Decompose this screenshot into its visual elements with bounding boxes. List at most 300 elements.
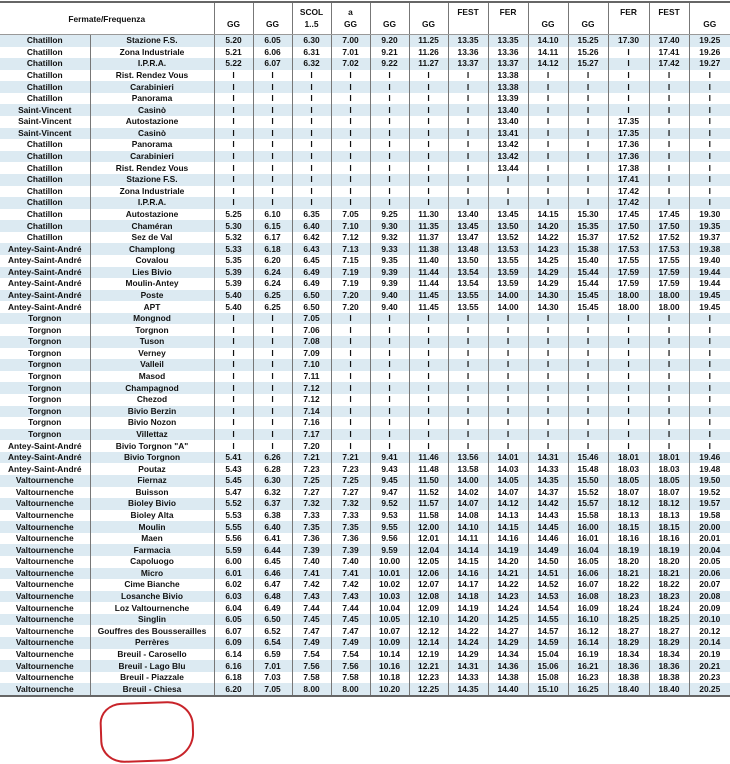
time-cell: I [649, 313, 689, 325]
time-cell: I [689, 440, 730, 452]
time-cell: I [253, 359, 292, 371]
time-cell: 20.10 [689, 614, 730, 626]
time-cell: I [608, 417, 649, 429]
time-cell: I [448, 406, 488, 418]
time-cell: 15.44 [568, 278, 608, 290]
table-row [0, 429, 730, 441]
time-cell: 12.05 [409, 556, 448, 568]
time-cell: 6.26 [253, 452, 292, 464]
time-cell: 14.16 [448, 568, 488, 580]
time-cell: I [649, 336, 689, 348]
time-cell: 7.02 [331, 58, 370, 70]
time-cell: 17.42 [608, 186, 649, 198]
time-cell: 11.46 [409, 452, 448, 464]
stop-cell: Gouffres des Bousserailles [90, 625, 214, 637]
time-cell: I [608, 394, 649, 406]
time-cell: I [214, 186, 253, 198]
time-cell: 7.49 [292, 637, 331, 649]
time-cell: 11.35 [409, 220, 448, 232]
time-cell: 15.30 [568, 209, 608, 221]
town-cell: Torgnon [0, 417, 90, 429]
time-cell: 17.36 [608, 151, 649, 163]
time-cell: I [689, 174, 730, 186]
time-cell: I [370, 186, 409, 198]
time-cell: 7.00 [331, 35, 370, 47]
time-cell: I [331, 186, 370, 198]
time-cell: I [214, 417, 253, 429]
time-cell: 7.12 [292, 394, 331, 406]
time-cell: 18.21 [649, 568, 689, 580]
time-cell: 17.41 [608, 174, 649, 186]
time-cell: 7.56 [331, 660, 370, 672]
time-cell: 13.40 [488, 104, 528, 116]
table-row [0, 591, 730, 603]
time-cell: 13.41 [488, 128, 528, 140]
time-cell: I [253, 162, 292, 174]
time-cell: I [448, 162, 488, 174]
time-cell: 13.42 [488, 151, 528, 163]
time-cell: 14.00 [448, 475, 488, 487]
town-cell: Valtournenche [0, 556, 90, 568]
time-cell: I [292, 139, 331, 151]
time-cell: 6.49 [292, 267, 331, 279]
time-cell: 15.38 [568, 243, 608, 255]
table-row [0, 324, 730, 336]
time-cell: 12.25 [409, 683, 448, 696]
time-cell: I [649, 324, 689, 336]
time-cell: 7.41 [292, 568, 331, 580]
time-cell: I [608, 47, 649, 59]
stop-cell: Poutaz [90, 463, 214, 475]
table-row [0, 440, 730, 452]
time-cell: 17.42 [649, 58, 689, 70]
time-cell: 6.50 [253, 614, 292, 626]
time-cell: 8.00 [331, 683, 370, 696]
time-cell: I [214, 348, 253, 360]
time-cell: 7.21 [331, 452, 370, 464]
time-cell: 15.25 [568, 35, 608, 47]
time-cell: I [370, 429, 409, 441]
time-cell: I [253, 139, 292, 151]
time-cell: 14.51 [528, 568, 568, 580]
time-cell: 19.46 [689, 452, 730, 464]
time-cell: 14.35 [528, 475, 568, 487]
time-cell: I [608, 440, 649, 452]
time-cell: 7.17 [292, 429, 331, 441]
time-cell: 17.55 [608, 255, 649, 267]
time-cell: 6.50 [292, 301, 331, 313]
time-cell: 7.09 [292, 348, 331, 360]
time-cell: 16.21 [568, 660, 608, 672]
time-cell: I [331, 104, 370, 116]
town-cell: Chatillon [0, 209, 90, 221]
time-cell: 6.24 [253, 278, 292, 290]
time-cell: 14.11 [448, 533, 488, 545]
time-cell: I [253, 128, 292, 140]
time-cell: 12.00 [409, 521, 448, 533]
time-cell: 9.45 [370, 475, 409, 487]
table-row [0, 186, 730, 198]
time-cell: 14.15 [528, 209, 568, 221]
time-cell: 18.12 [649, 498, 689, 510]
stop-cell: APT [90, 301, 214, 313]
time-cell: 17.45 [649, 209, 689, 221]
time-cell: 13.40 [488, 116, 528, 128]
time-cell: I [689, 313, 730, 325]
time-cell: I [488, 197, 528, 209]
time-cell: I [409, 382, 448, 394]
table-row [0, 602, 730, 614]
time-cell: 7.33 [292, 510, 331, 522]
time-cell: I [488, 429, 528, 441]
column-header-frequency: GG [703, 19, 717, 29]
time-cell: 11.30 [409, 209, 448, 221]
town-cell: Torgnon [0, 324, 90, 336]
time-cell: 14.29 [528, 267, 568, 279]
column-header-frequency: GG [541, 19, 555, 29]
time-cell: 13.38 [488, 81, 528, 93]
time-cell: 9.30 [370, 220, 409, 232]
time-cell: 11.44 [409, 278, 448, 290]
time-cell: I [448, 336, 488, 348]
table-row [0, 510, 730, 522]
time-cell: 19.30 [689, 209, 730, 221]
time-cell: 18.13 [608, 510, 649, 522]
time-cell: 11.58 [409, 510, 448, 522]
time-cell: I [689, 162, 730, 174]
time-cell: I [689, 186, 730, 198]
time-cell: 7.06 [292, 324, 331, 336]
time-cell: 12.19 [409, 649, 448, 661]
time-cell: 18.07 [649, 487, 689, 499]
time-cell: I [568, 382, 608, 394]
time-cell: 6.17 [253, 232, 292, 244]
time-cell: I [568, 429, 608, 441]
time-cell: 17.30 [608, 35, 649, 47]
time-cell: 6.52 [253, 625, 292, 637]
time-cell: 12.08 [409, 591, 448, 603]
column-header-service: FER [620, 7, 637, 17]
time-cell: 17.55 [649, 255, 689, 267]
time-cell: 15.10 [528, 683, 568, 696]
time-cell: I [649, 186, 689, 198]
time-cell: 7.58 [292, 672, 331, 684]
time-cell: 14.07 [488, 487, 528, 499]
town-cell: Valtournenche [0, 521, 90, 533]
time-cell: I [689, 197, 730, 209]
time-cell: 15.08 [528, 672, 568, 684]
timetable-header [0, 2, 730, 35]
town-cell: Chatillon [0, 47, 90, 59]
time-cell: I [214, 394, 253, 406]
time-cell: I [370, 324, 409, 336]
time-cell: I [488, 359, 528, 371]
town-cell: Valtournenche [0, 660, 90, 672]
time-cell: I [448, 139, 488, 151]
time-cell: 7.58 [331, 672, 370, 684]
column-header-service [530, 6, 567, 18]
time-cell: 7.44 [331, 602, 370, 614]
table-row [0, 81, 730, 93]
time-cell: I [331, 81, 370, 93]
time-cell: 19.37 [689, 232, 730, 244]
time-cell: 12.21 [409, 660, 448, 672]
time-cell: I [568, 197, 608, 209]
time-cell: I [488, 371, 528, 383]
time-cell: I [370, 382, 409, 394]
time-cell: 7.20 [331, 290, 370, 302]
time-cell: I [608, 58, 649, 70]
time-cell: I [370, 81, 409, 93]
stop-cell: Verney [90, 348, 214, 360]
time-cell: I [214, 429, 253, 441]
time-cell: 13.36 [448, 47, 488, 59]
town-cell: Torgnon [0, 348, 90, 360]
time-cell: I [649, 382, 689, 394]
time-cell: 18.29 [608, 637, 649, 649]
table-row [0, 359, 730, 371]
time-cell: I [649, 406, 689, 418]
time-cell: 14.31 [448, 660, 488, 672]
table-row [0, 267, 730, 279]
time-cell: I [331, 440, 370, 452]
time-cell: 7.16 [292, 417, 331, 429]
time-cell: 7.27 [331, 487, 370, 499]
time-cell: I [528, 313, 568, 325]
time-cell: 14.08 [448, 510, 488, 522]
time-cell: 11.48 [409, 463, 448, 475]
time-cell: I [253, 382, 292, 394]
time-cell: I [214, 116, 253, 128]
time-cell: I [689, 93, 730, 105]
time-cell: 18.25 [608, 614, 649, 626]
stop-cell: Torgnon [90, 324, 214, 336]
table-row [0, 162, 730, 174]
table-row [0, 568, 730, 580]
time-cell: I [409, 429, 448, 441]
time-cell: 18.24 [608, 602, 649, 614]
time-cell: 7.12 [292, 382, 331, 394]
stop-cell: Villettaz [90, 429, 214, 441]
time-cell: 6.14 [214, 649, 253, 661]
time-cell: 12.06 [409, 568, 448, 580]
time-cell: I [292, 174, 331, 186]
time-cell: 10.00 [370, 556, 409, 568]
column-header-frequency: GG [422, 19, 436, 29]
time-cell: 14.15 [448, 556, 488, 568]
time-cell: 14.01 [488, 452, 528, 464]
time-cell: 6.16 [214, 660, 253, 672]
time-cell: 5.35 [214, 255, 253, 267]
time-cell: I [370, 116, 409, 128]
time-cell: I [253, 197, 292, 209]
town-cell: Valtournenche [0, 614, 90, 626]
town-cell: Valtournenche [0, 475, 90, 487]
stop-cell: Champlong [90, 243, 214, 255]
town-cell: Torgnon [0, 313, 90, 325]
time-cell: 11.37 [409, 232, 448, 244]
time-cell: 7.15 [331, 255, 370, 267]
town-cell: Valtournenche [0, 498, 90, 510]
time-cell: I [448, 186, 488, 198]
time-cell: I [409, 359, 448, 371]
time-cell: I [409, 406, 448, 418]
time-cell: I [214, 70, 253, 82]
town-cell: Saint-Vincent [0, 116, 90, 128]
time-cell: 14.46 [528, 533, 568, 545]
column-header-frequency [450, 18, 487, 30]
time-cell: I [528, 371, 568, 383]
time-cell: 6.47 [253, 579, 292, 591]
time-cell: 9.39 [370, 278, 409, 290]
time-cell: I [448, 197, 488, 209]
time-cell: 14.54 [528, 602, 568, 614]
stop-cell: Zona Industriale [90, 186, 214, 198]
time-cell: I [448, 116, 488, 128]
time-cell: 6.32 [253, 487, 292, 499]
time-cell: I [331, 139, 370, 151]
time-cell: 6.35 [292, 209, 331, 221]
stop-cell: Chaméran [90, 220, 214, 232]
time-cell: 14.45 [528, 521, 568, 533]
town-cell: Valtournenche [0, 544, 90, 556]
time-cell: I [608, 324, 649, 336]
time-cell: 17.52 [608, 232, 649, 244]
time-cell: 18.00 [608, 290, 649, 302]
time-cell: 6.07 [253, 58, 292, 70]
time-cell: I [689, 81, 730, 93]
time-cell: I [214, 104, 253, 116]
time-cell: 19.25 [689, 35, 730, 47]
time-cell: 6.09 [214, 637, 253, 649]
time-cell: 13.35 [488, 35, 528, 47]
time-cell: 10.05 [370, 614, 409, 626]
time-cell: 7.32 [331, 498, 370, 510]
time-cell: I [649, 151, 689, 163]
time-cell: 17.59 [649, 267, 689, 279]
time-cell: I [448, 313, 488, 325]
time-cell: I [488, 382, 528, 394]
time-cell: I [253, 174, 292, 186]
time-cell: 20.05 [689, 556, 730, 568]
time-cell: 20.25 [689, 683, 730, 696]
stop-cell: Stazione F.S. [90, 174, 214, 186]
time-cell: I [568, 81, 608, 93]
stop-cell: Masod [90, 371, 214, 383]
time-cell: 6.30 [253, 475, 292, 487]
time-cell: 14.33 [448, 672, 488, 684]
stop-cell: Farmacia [90, 544, 214, 556]
time-cell: I [448, 151, 488, 163]
time-cell: 17.53 [649, 243, 689, 255]
time-cell: I [409, 128, 448, 140]
time-cell: I [568, 394, 608, 406]
time-cell: 13.59 [488, 267, 528, 279]
time-cell: 16.04 [568, 544, 608, 556]
time-cell: 5.56 [214, 533, 253, 545]
time-cell: 14.02 [448, 487, 488, 499]
time-cell: I [370, 139, 409, 151]
time-cell: I [568, 440, 608, 452]
time-cell: I [409, 324, 448, 336]
time-cell: 5.39 [214, 278, 253, 290]
time-cell: 13.48 [448, 243, 488, 255]
time-cell: 10.20 [370, 683, 409, 696]
time-cell: 9.55 [370, 521, 409, 533]
time-cell: 10.16 [370, 660, 409, 672]
time-cell: 20.00 [689, 521, 730, 533]
red-hand-drawn-circle-annotation [99, 700, 195, 763]
table-row [0, 243, 730, 255]
time-cell: 18.23 [649, 591, 689, 603]
time-cell: 15.06 [528, 660, 568, 672]
time-cell: I [409, 394, 448, 406]
time-cell: I [608, 104, 649, 116]
time-cell: 17.59 [608, 278, 649, 290]
time-cell: 20.04 [689, 544, 730, 556]
time-cell: I [331, 348, 370, 360]
time-cell: I [253, 186, 292, 198]
time-cell: I [568, 417, 608, 429]
time-cell: I [528, 128, 568, 140]
time-cell: I [649, 139, 689, 151]
time-cell: I [528, 348, 568, 360]
time-cell: 13.47 [448, 232, 488, 244]
town-cell: Valtournenche [0, 683, 90, 696]
time-cell: I [568, 324, 608, 336]
time-cell: I [253, 429, 292, 441]
time-cell: 13.52 [488, 232, 528, 244]
town-cell: Antey-Saint-André [0, 452, 90, 464]
time-cell: 7.01 [331, 47, 370, 59]
time-cell: 7.35 [331, 521, 370, 533]
time-cell: 7.14 [292, 406, 331, 418]
stop-cell: Perrères [90, 637, 214, 649]
stop-cell: Carabinieri [90, 81, 214, 93]
time-cell: I [370, 162, 409, 174]
time-cell: I [214, 128, 253, 140]
time-cell: 19.44 [689, 278, 730, 290]
time-cell: 14.35 [448, 683, 488, 696]
time-cell: I [568, 116, 608, 128]
time-cell: I [689, 348, 730, 360]
time-cell: 7.43 [292, 591, 331, 603]
time-cell: I [689, 70, 730, 82]
time-cell: 10.04 [370, 602, 409, 614]
time-cell: I [568, 151, 608, 163]
stop-cell: Bivio Nozon [90, 417, 214, 429]
time-cell: 7.45 [331, 614, 370, 626]
time-cell: 6.31 [292, 47, 331, 59]
time-cell: 14.31 [528, 452, 568, 464]
time-cell: 15.27 [568, 58, 608, 70]
time-cell: 14.20 [448, 614, 488, 626]
time-cell: 5.25 [214, 209, 253, 221]
time-cell: 14.16 [488, 533, 528, 545]
time-cell: 7.27 [292, 487, 331, 499]
time-cell: I [253, 104, 292, 116]
time-cell: 6.25 [253, 290, 292, 302]
time-cell: I [689, 116, 730, 128]
stop-cell: Autostazione [90, 116, 214, 128]
time-cell: 20.08 [689, 591, 730, 603]
time-cell: I [331, 174, 370, 186]
time-cell: 16.05 [568, 556, 608, 568]
time-cell: I [528, 162, 568, 174]
time-cell: I [331, 382, 370, 394]
time-cell: 11.44 [409, 267, 448, 279]
time-cell: I [448, 429, 488, 441]
